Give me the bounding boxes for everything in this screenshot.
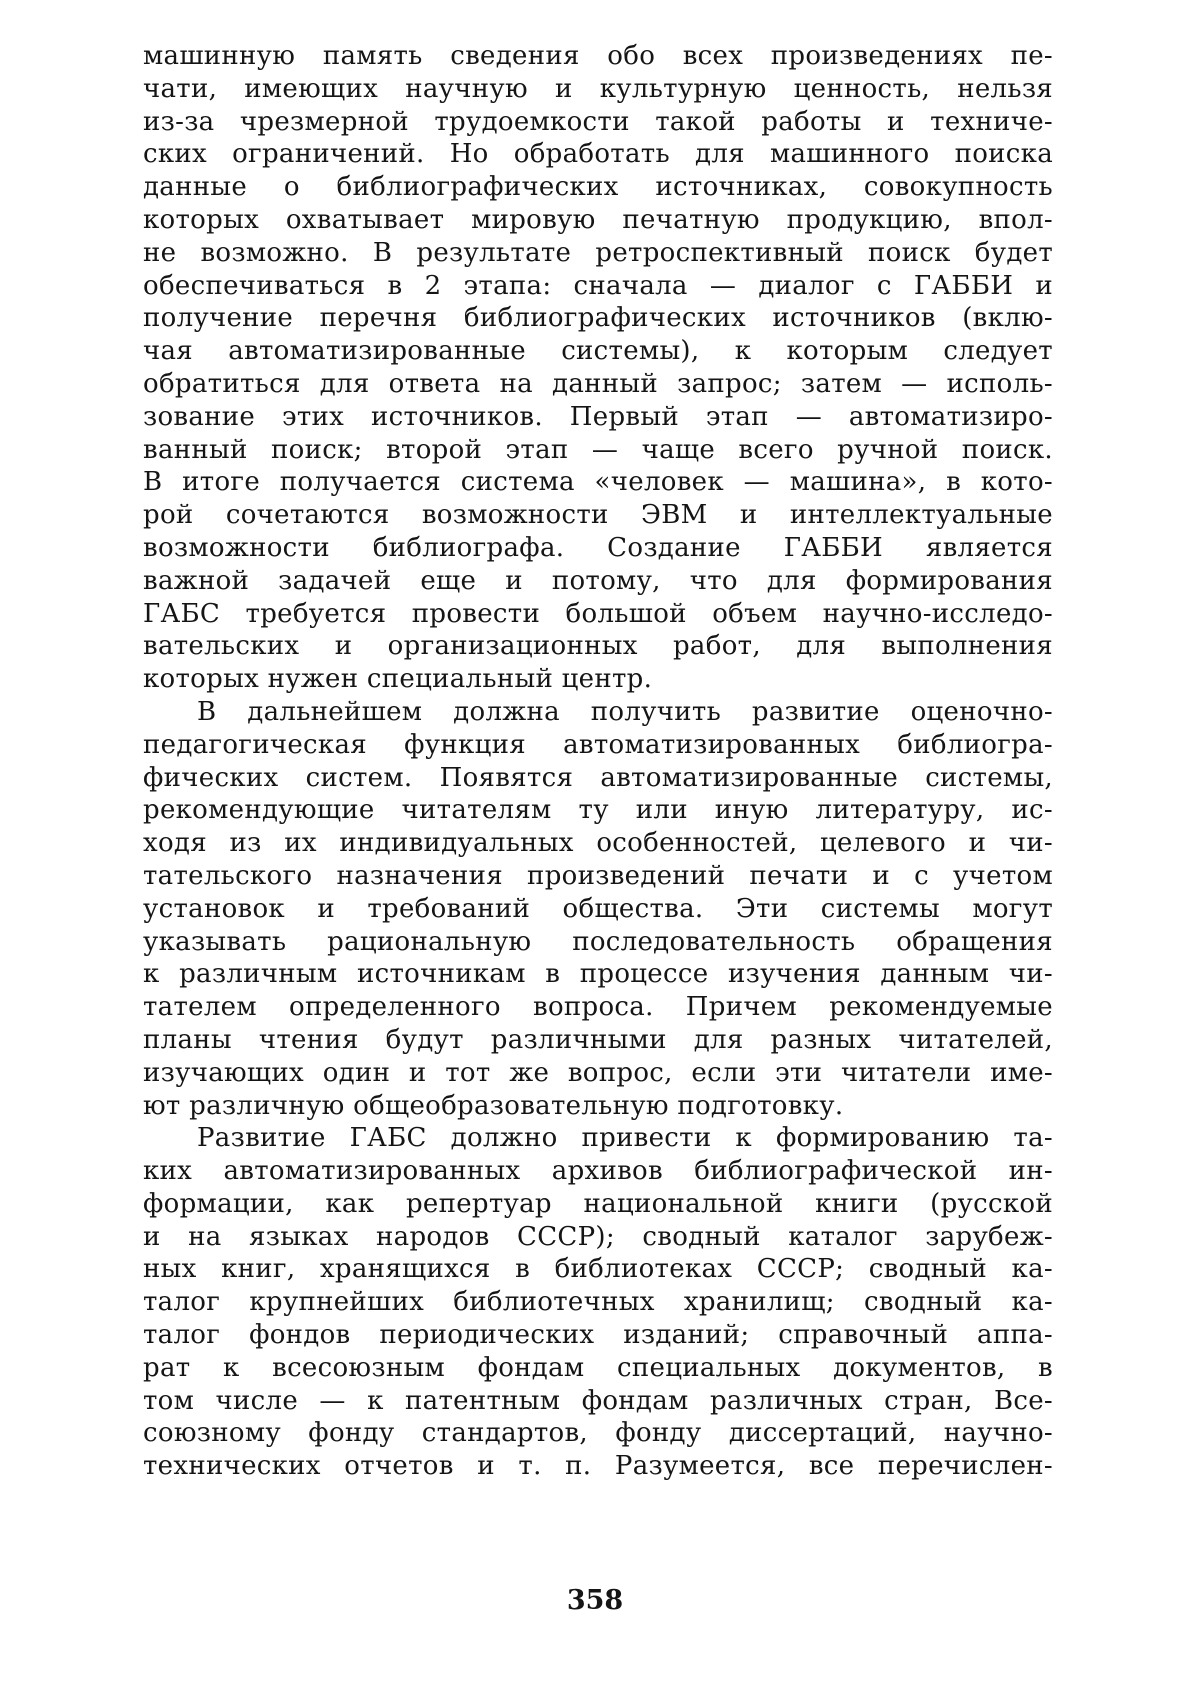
page-number: 358 (566, 1585, 624, 1616)
text-line: изучающих один и тот же вопрос, если эти читатели име- (143, 1057, 1053, 1088)
text-line: и на языках народов СССР); сводный каталог зарубеж- (143, 1221, 1053, 1252)
text-line: возможности библиографа. Создание ГАББИ является (143, 532, 1053, 563)
paragraph-last-line: ют различную общеобразовательную подготовку. (143, 1090, 844, 1121)
text-line: чати, имеющих научную и культурную ценность, нельзя (143, 73, 1053, 104)
text-line: ских ограничений. Но обработать для машинного поиска (143, 139, 1053, 170)
text-line: вательских и организационных работ, для выполнения (143, 631, 1053, 662)
text-line: рат к всесоюзным фондам специальных документов, в (143, 1352, 1053, 1383)
text-line: рекомендующие читателям ту или иную литературу, ис- (143, 795, 1053, 826)
text-line: ких автоматизированных архивов библиографической ин- (143, 1156, 1053, 1187)
text-line: ГАБС требуется провести большой объем научно-исследо- (143, 598, 1053, 629)
text-line: том числе — к патентным фондам различных стран, Все- (143, 1385, 1053, 1416)
text-line: талог крупнейших библиотечных хранилищ; сводный ка- (143, 1287, 1053, 1318)
text-line: важной задачей еще и потому, что для формирования (143, 565, 1053, 596)
text-line: данные о библиографических источниках, совокупность (143, 172, 1053, 203)
text-line: которых охватывает мировую печатную продукцию, впол- (143, 204, 1053, 235)
paragraph-first-line: Развитие ГАБС должно привести к формированию та- (197, 1123, 1053, 1154)
text-line: формации, как репертуар национальной книги (русской (143, 1188, 1053, 1219)
text-line: не возможно. В результате ретроспективный поиск будет (143, 237, 1053, 268)
text-line: из-за чрезмерной трудоемкости такой работы и техниче- (143, 106, 1053, 137)
text-line: тательского назначения произведений печати и с учетом (143, 860, 1053, 891)
text-line: получение перечня библиографических источников (вклю- (143, 303, 1053, 334)
text-line: рой сочетаются возможности ЭВМ и интеллектуальные (143, 500, 1053, 531)
text-line: педагогическая функция автоматизированных библиогра- (143, 729, 1053, 760)
text-line: зование этих источников. Первый этап — автоматизиро- (143, 401, 1053, 432)
text-line: к различным источникам в процессе изучения данным чи- (143, 959, 1053, 990)
paragraph-first-line: В дальнейшем должна получить развитие оценочно- (197, 696, 1053, 727)
text-line: ных книг, хранящихся в библиотеках СССР; сводный ка- (143, 1254, 1053, 1285)
text-line: чая автоматизированные системы), к которым следует (143, 336, 1053, 367)
text-line: фических систем. Появятся автоматизированные системы, (143, 762, 1053, 793)
text-line: тателем определенного вопроса. Причем рекомендуемые (143, 992, 1053, 1023)
text-line: талог фондов периодических изданий; справочный аппа- (143, 1320, 1053, 1351)
text-line: указывать рациональную последовательность обращения (143, 926, 1053, 957)
text-line: установок и требований общества. Эти системы могут (143, 893, 1053, 924)
text-line: машинную память сведения обо всех произведениях пе- (143, 41, 1053, 71)
text-line: планы чтения будут различными для разных читателей, (143, 1024, 1053, 1055)
text-line: технических отчетов и т. п. Разумеется, все перечислен- (143, 1451, 1053, 1482)
paragraph-last-line: которых нужен специальный центр. (143, 664, 653, 695)
text-line: ванный поиск; второй этап — чаще всего ручной поиск. (143, 434, 1053, 465)
body-text (143, 40, 1053, 1483)
text-line: обратиться для ответа на данный запрос; затем — исполь- (143, 368, 1053, 399)
text-line: ходя из их индивидуальных особенностей, целевого и чи- (143, 828, 1053, 859)
text-line: В итоге получается система «человек — машина», в кото- (143, 467, 1053, 498)
text-line: союзному фонду стандартов, фонду диссертаций, научно- (143, 1418, 1053, 1449)
text-line: обеспечиваться в 2 этапа: сначала — диалог с ГАББИ и (143, 270, 1053, 301)
